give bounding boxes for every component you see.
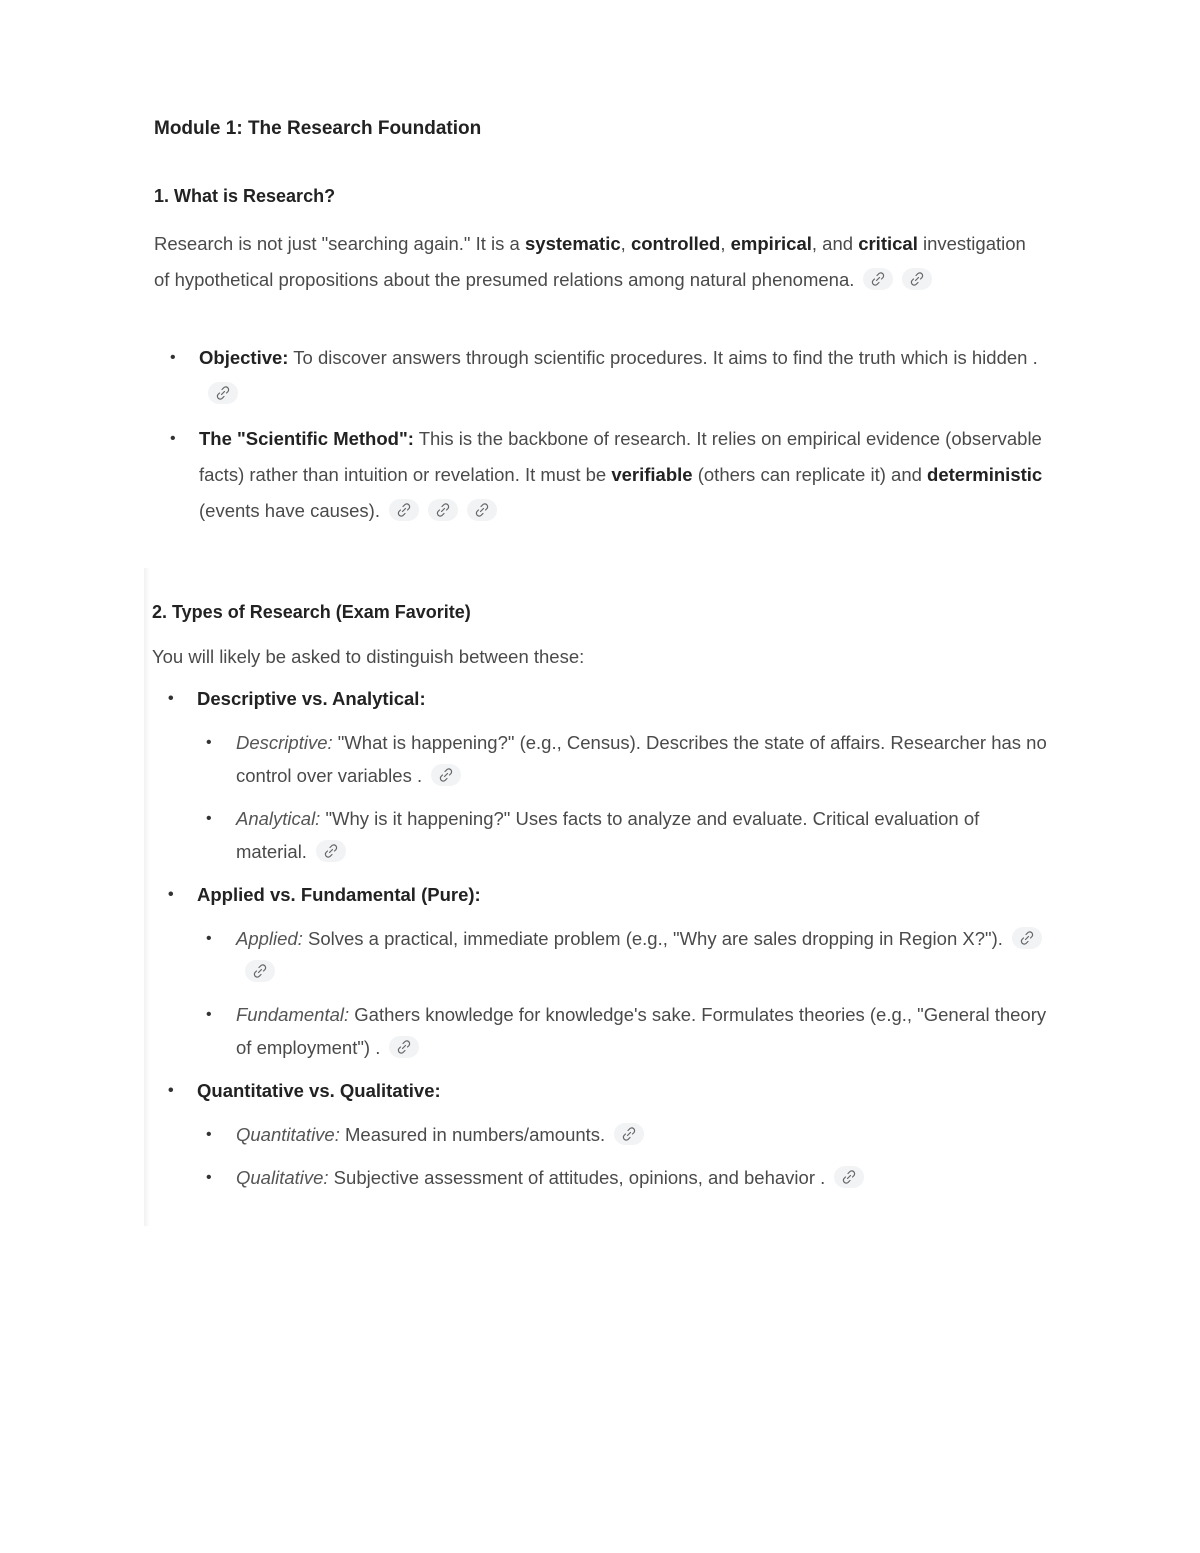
citation-link-button[interactable] bbox=[431, 764, 461, 786]
list-item-fundamental: • Fundamental: Gathers knowledge for knowledge's sake. Formulates theories (e.g., "General theory of employment") . bbox=[197, 998, 1052, 1064]
link-icon bbox=[397, 503, 411, 517]
section-heading-types-of-research: 2. Types of Research (Exam Favorite) bbox=[152, 602, 471, 622]
types-intro-paragraph: You will likely be asked to distinguish between these: bbox=[152, 646, 585, 667]
left-shade bbox=[144, 568, 150, 1226]
link-icon bbox=[1020, 931, 1034, 945]
link-icon bbox=[324, 844, 338, 858]
link-icon bbox=[397, 1040, 411, 1054]
citation-link-button[interactable] bbox=[428, 499, 458, 521]
bullet: • bbox=[206, 930, 212, 947]
citation-link-button[interactable] bbox=[208, 382, 238, 404]
link-icon bbox=[842, 1170, 856, 1184]
citation-link-button[interactable] bbox=[467, 499, 497, 521]
list-item-descriptive-vs-analytical: • Descriptive vs. Analytical: • Descriptive: "What is happening?" (e.g., Census). Describes the state of affairs. Researcher has no control over variables . • Analytical: "Why is it happening?" Uses facts to analyze and evaluate. Critical evaluation of material. bbox=[152, 682, 1052, 868]
link-icon bbox=[436, 503, 450, 517]
sub-list bbox=[197, 726, 1052, 868]
link-icon bbox=[622, 1127, 636, 1141]
bullet: • bbox=[206, 810, 212, 827]
bullet: • bbox=[206, 1126, 212, 1143]
list-item-quantitative: • Quantitative: Measured in numbers/amounts. bbox=[197, 1118, 1052, 1151]
list-item-quantitative-vs-qualitative: • Quantitative vs. Qualitative: • Quantitative: Measured in numbers/amounts. • Qualitative: Subjective assessment of attitudes, opinions, and behavior . bbox=[152, 1074, 1052, 1194]
link-icon bbox=[475, 503, 489, 517]
link-icon bbox=[871, 272, 885, 286]
list-item-analytical: • Analytical: "Why is it happening?" Uses facts to analyze and evaluate. Critical evaluation of material. bbox=[197, 802, 1052, 868]
list-item-scientific-method: • The "Scientific Method": This is the backbone of research. It relies on empirical evidence (observable facts) rather than intuition or revelation. It must be verifiable (others can replicate it) and deterministic (events have causes). bbox=[154, 421, 1044, 529]
bullet: • bbox=[170, 349, 176, 366]
list-item-qualitative: • Qualitative: Subjective assessment of attitudes, opinions, and behavior . bbox=[197, 1161, 1052, 1194]
citation-link-button[interactable] bbox=[316, 840, 346, 862]
citation-link-button[interactable] bbox=[902, 268, 932, 290]
link-icon bbox=[253, 964, 267, 978]
citation-link-button[interactable] bbox=[245, 960, 275, 982]
citation-link-button[interactable] bbox=[389, 499, 419, 521]
link-icon bbox=[910, 272, 924, 286]
bullet: • bbox=[168, 690, 174, 707]
citation-link-button[interactable] bbox=[614, 1123, 644, 1145]
link-icon bbox=[439, 768, 453, 782]
research-points-list bbox=[154, 340, 1044, 538]
citation-link-button[interactable] bbox=[1012, 927, 1042, 949]
research-types-list bbox=[152, 682, 1052, 1204]
bullet: • bbox=[168, 1082, 174, 1099]
sub-list bbox=[197, 1118, 1052, 1194]
bullet: • bbox=[170, 430, 176, 447]
sub-list bbox=[197, 922, 1052, 1064]
page-title: Module 1: The Research Foundation bbox=[154, 118, 482, 139]
bullet: • bbox=[206, 1006, 212, 1023]
bullet: • bbox=[206, 734, 212, 751]
bullet: • bbox=[206, 1169, 212, 1186]
research-definition-paragraph: Research is not just "searching again." It is a systematic, controlled, empirical, and critical investigation of hypothetical propositions about the presumed relations among natural phenomena. bbox=[154, 233, 1026, 290]
list-item-objective: • Objective: To discover answers through scientific procedures. It aims to find the truth which is hidden . bbox=[154, 340, 1044, 412]
bullet: • bbox=[168, 886, 174, 903]
section-heading-what-is-research: 1. What is Research? bbox=[154, 186, 336, 206]
list-item-descriptive: • Descriptive: "What is happening?" (e.g., Census). Describes the state of affairs. Researcher has no control over variables . bbox=[197, 726, 1052, 792]
list-item-applied: • Applied: Solves a practical, immediate problem (e.g., "Why are sales dropping in Region X?"). bbox=[197, 922, 1052, 988]
citation-link-button[interactable] bbox=[834, 1166, 864, 1188]
link-icon bbox=[216, 386, 230, 400]
list-item-applied-vs-fundamental: • Applied vs. Fundamental (Pure): • Applied: Solves a practical, immediate problem (e.g., "Why are sales dropping in Region X?"). • Fundamental: Gathers knowledge for knowledge's sake. Formulates theories (e.g., "General theory of employment") . bbox=[152, 878, 1052, 1064]
citation-link-button[interactable] bbox=[863, 268, 893, 290]
citation-link-button[interactable] bbox=[389, 1036, 419, 1058]
